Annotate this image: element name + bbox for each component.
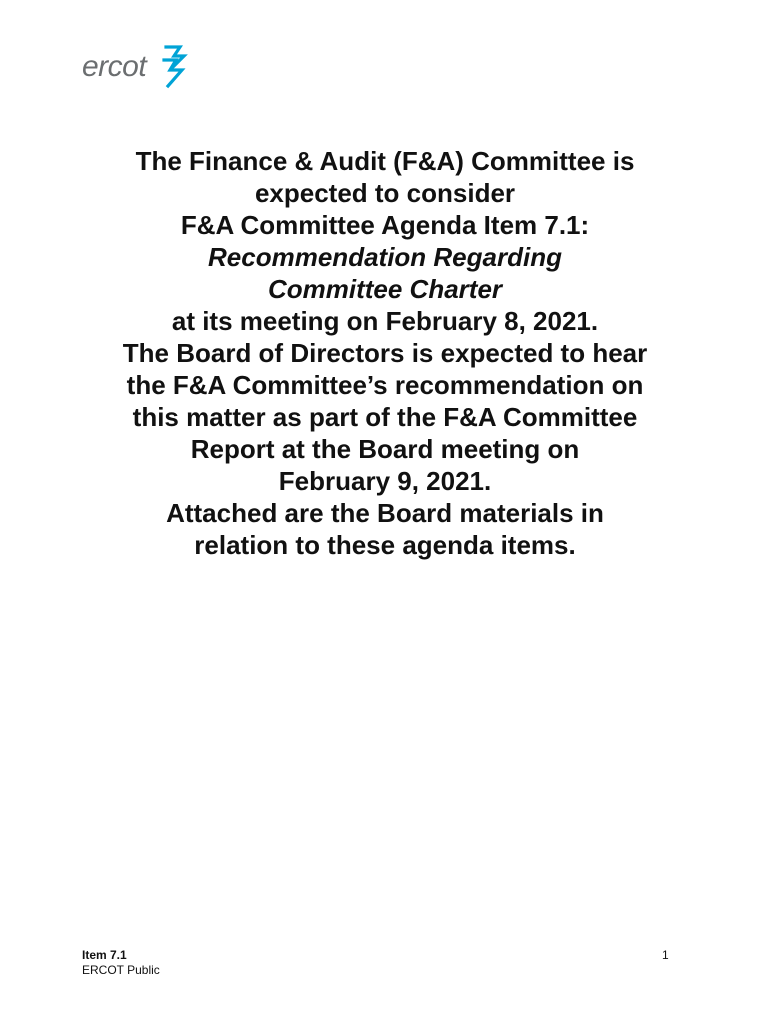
footer [82, 948, 160, 978]
board-line: Report at the Board meeting on [190, 434, 580, 464]
footer-item-label: Item 7.1 [82, 948, 127, 962]
document-body [60, 145, 710, 561]
lightning-bolt-icon [158, 44, 190, 90]
attached-line: Attached are the Board materials in [166, 498, 604, 528]
intro-line: The Finance & Audit (F&A) Committee is [135, 146, 635, 176]
meeting-line: at its meeting on February 8, 2021. [171, 306, 599, 336]
board-line: this matter as part of the F&A Committee [132, 402, 638, 432]
intro-line: F&A Committee Agenda Item 7.1: [180, 210, 590, 240]
ercot-logo [82, 44, 192, 92]
board-paragraph [60, 337, 710, 497]
page-number: 1 [662, 948, 669, 962]
attached-line: relation to these agenda items. [194, 530, 576, 560]
footer-classification: ERCOT Public [82, 963, 160, 977]
board-line: the F&A Committee’s recommendation on [126, 370, 644, 400]
intro-paragraph [60, 145, 710, 241]
board-line: The Board of Directors is expected to hear [122, 338, 648, 368]
title-line: Recommendation Regarding [208, 242, 562, 272]
title-line: Committee Charter [267, 274, 503, 304]
board-line: February 9, 2021. [278, 466, 492, 496]
logo-wordmark: ercot [82, 50, 147, 83]
agenda-item-title [60, 241, 710, 305]
meeting-paragraph [60, 305, 710, 337]
attached-paragraph [60, 497, 710, 561]
intro-line: expected to consider [254, 178, 516, 208]
